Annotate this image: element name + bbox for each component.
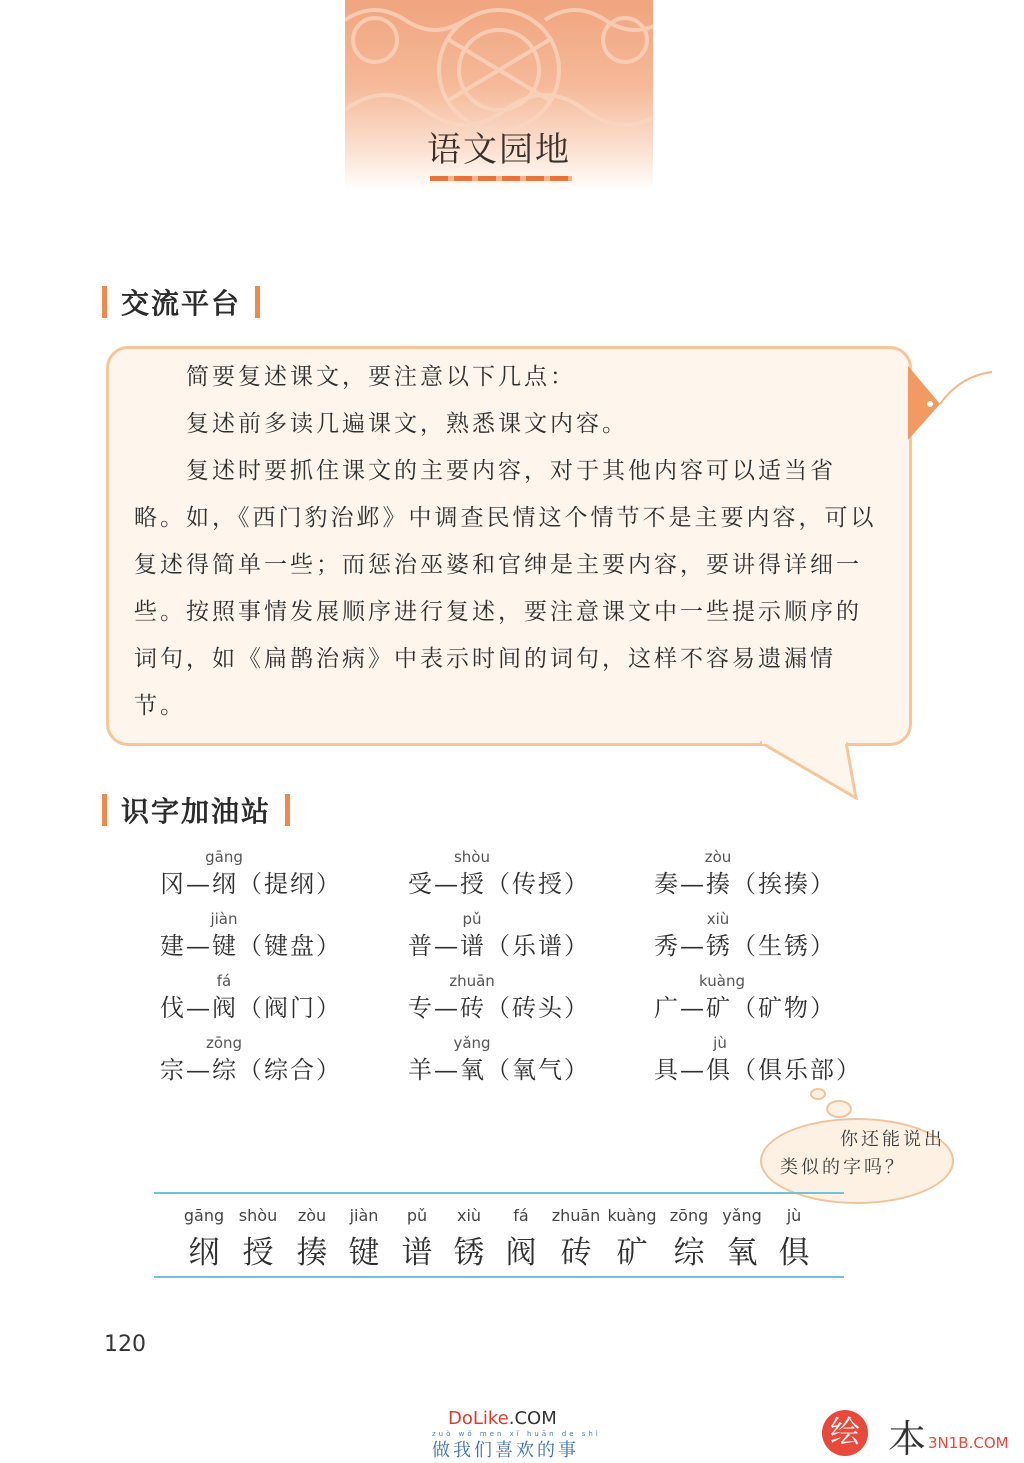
pair-pinyin: fá bbox=[216, 972, 232, 990]
summary-pinyin: xiù bbox=[456, 1206, 482, 1225]
pair-pinyin: zōng bbox=[205, 1034, 243, 1052]
summary-char: 授 bbox=[242, 1235, 274, 1271]
pair-pinyin: pǔ bbox=[462, 910, 482, 928]
pair-text: 宗—综（综合） bbox=[160, 1056, 342, 1084]
watermark-site-a: DoLike bbox=[448, 1408, 509, 1429]
pair-pinyin: jiàn bbox=[210, 910, 238, 928]
exchange-paragraph: 简要复述课文，要注意以下几点： bbox=[186, 364, 576, 390]
section-literacy-title: 识字加油站 bbox=[121, 795, 272, 828]
pair-text: 奏—揍（挨揍） bbox=[654, 870, 836, 898]
thought-dot bbox=[810, 1088, 826, 1100]
summary-bottom-rule bbox=[154, 1276, 844, 1278]
header-banner bbox=[345, 0, 653, 190]
thought-dot bbox=[826, 1100, 852, 1118]
summary-pinyin: pǔ bbox=[406, 1206, 428, 1225]
pair-pinyin: xiù bbox=[706, 910, 730, 928]
pair-pinyin: shòu bbox=[453, 848, 490, 866]
summary-char: 综 bbox=[673, 1235, 705, 1271]
summary-char: 纲 bbox=[188, 1235, 220, 1271]
summary-char: 矿 bbox=[616, 1235, 648, 1271]
pair-text: 建—键（键盘） bbox=[160, 932, 342, 960]
bubble-line: 类似的字吗？ bbox=[780, 1157, 906, 1178]
heading-bar bbox=[102, 794, 107, 826]
heading-bar bbox=[102, 286, 107, 318]
summary-char: 俱 bbox=[778, 1235, 810, 1271]
summary-pinyin: jù bbox=[786, 1206, 802, 1225]
heading-bar bbox=[255, 286, 260, 318]
ribbon-tag-icon bbox=[900, 356, 1000, 446]
section-exchange-title: 交流平台 bbox=[121, 287, 242, 320]
speech-card-tail bbox=[760, 740, 870, 800]
pair-text: 秀—锈（生锈） bbox=[654, 932, 836, 960]
section-literacy-heading bbox=[102, 792, 290, 828]
watermark-logo-text: 3N1B.COM bbox=[928, 1434, 1009, 1452]
pair-text: 专—砖（砖头） bbox=[408, 994, 590, 1022]
summary-pinyin: shòu bbox=[238, 1206, 278, 1225]
exchange-paragraph: 按照事情发展顺序进行复述，要注意课文中一些提示顺序的词句，如《扁鹊治病》中表示时间的词句，这样不容易遗漏情节。 bbox=[134, 599, 862, 719]
page-number: 120 bbox=[104, 1332, 146, 1357]
exchange-paragraph: 复述时要抓住课文的主要内容，对于其他内容可以适当省略。如，《西门豹治邺》中调查民情这个情节不是主要内容，可以复述得简单一些；而惩治巫婆和官绅是主要内容，要讲得详细一些。 bbox=[134, 458, 877, 625]
summary-char: 氧 bbox=[726, 1235, 758, 1271]
pair-text: 具—俱（俱乐部） bbox=[654, 1056, 862, 1084]
summary-char: 砖 bbox=[560, 1235, 592, 1271]
exchange-paragraph: 复述前多读几遍课文，熟悉课文内容。 bbox=[186, 411, 628, 437]
summary-pinyin: zòu bbox=[297, 1206, 327, 1225]
watermark-logo-char: 本 bbox=[888, 1417, 927, 1461]
pair-pinyin: yǎng bbox=[453, 1034, 491, 1052]
pair-text: 羊—氧（氧气） bbox=[408, 1056, 590, 1084]
summary-pinyin: jiàn bbox=[349, 1206, 379, 1225]
summary-pinyin: kuàng bbox=[607, 1206, 657, 1225]
summary-pinyin: zhuān bbox=[551, 1206, 601, 1225]
watermark-site-b: .COM bbox=[508, 1408, 557, 1429]
summary-char: 锈 bbox=[453, 1235, 485, 1271]
summary-char: 谱 bbox=[401, 1235, 433, 1271]
pair-text: 冈—纲（提纲） bbox=[160, 870, 342, 898]
summary-pinyin: gāng bbox=[183, 1206, 225, 1225]
summary-pinyin: yǎng bbox=[722, 1206, 762, 1225]
summary-top-rule bbox=[154, 1192, 844, 1194]
pair-text: 受—授（传授） bbox=[408, 870, 590, 898]
pair-text: 普—谱（乐谱） bbox=[408, 932, 590, 960]
pair-pinyin: gāng bbox=[205, 848, 243, 866]
pair-pinyin: zòu bbox=[704, 848, 732, 866]
watermark-slogan: 做我们喜欢的事 bbox=[432, 1440, 579, 1461]
summary-pinyin: zōng bbox=[669, 1206, 709, 1225]
summary-char: 阀 bbox=[505, 1235, 537, 1271]
bubble-text bbox=[780, 1126, 945, 1182]
summary-pinyin: fá bbox=[513, 1206, 529, 1225]
pair-text: 伐—阀（阀门） bbox=[160, 994, 342, 1022]
section-exchange-heading bbox=[102, 284, 260, 320]
watermark-slogan-pinyin: zuò wǒ men xǐ huān de shì bbox=[432, 1430, 601, 1438]
page-title: 语文园地 bbox=[427, 130, 571, 170]
bubble-line: 你还能说出 bbox=[840, 1129, 945, 1150]
title-underline bbox=[430, 176, 572, 181]
pair-pinyin: zhuān bbox=[449, 972, 495, 990]
pair-text: 广—矿（矿物） bbox=[654, 994, 836, 1022]
watermark-logo-circle: 绘 bbox=[822, 1410, 868, 1456]
heading-bar bbox=[285, 794, 290, 826]
summary-char: 键 bbox=[348, 1235, 380, 1271]
watermark-dolike bbox=[448, 1408, 557, 1429]
summary-cell bbox=[766, 1206, 822, 1272]
summary-char: 揍 bbox=[296, 1235, 328, 1271]
pair-pinyin: jù bbox=[713, 1034, 727, 1052]
pair-pinyin: kuàng bbox=[699, 972, 745, 990]
